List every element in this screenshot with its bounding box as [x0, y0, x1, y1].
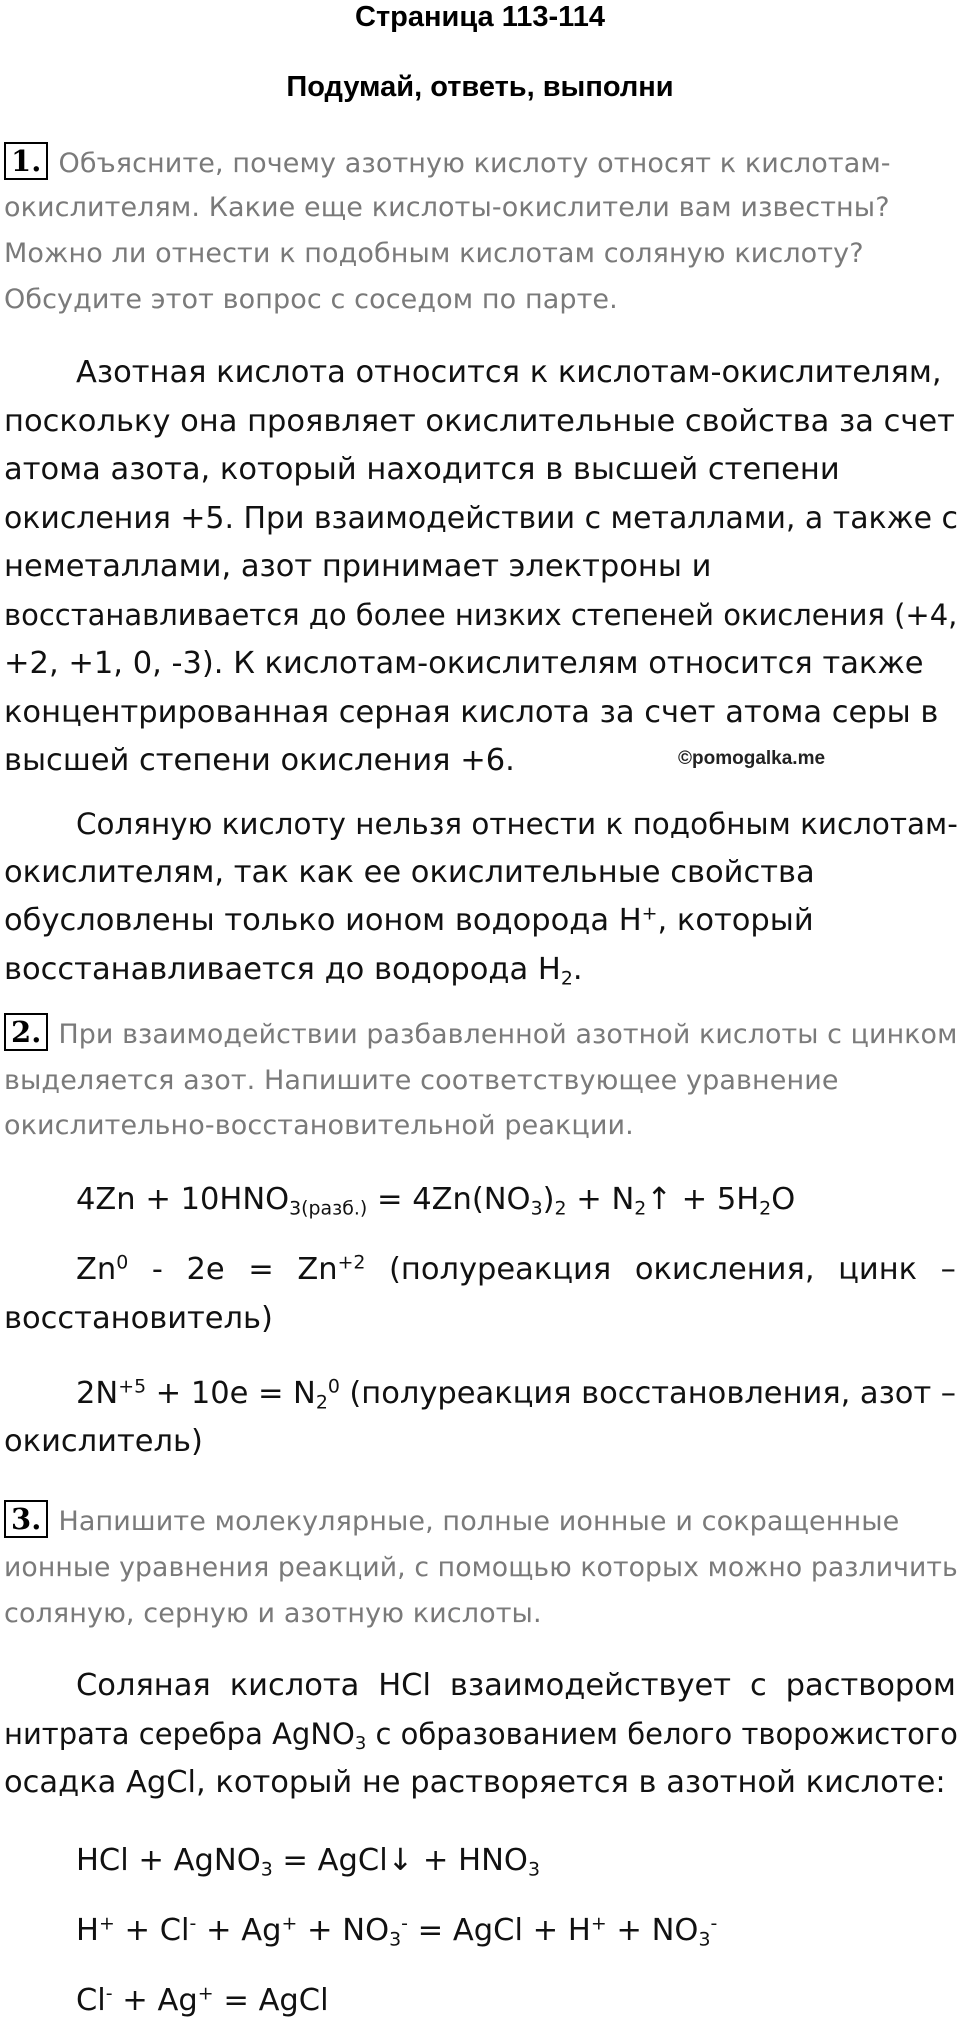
- q2-half-reaction-2-line-2: окислитель): [4, 1424, 203, 1459]
- q2-line-3: окислительно-восстановительной реакции.: [4, 1110, 634, 1141]
- q3-line-3: соляную, серную и азотную кислоты.: [4, 1598, 542, 1629]
- q1-line-4: Обсудите этот вопрос с соседом по парте.: [4, 284, 618, 315]
- q1-answer-p1-line-1: Азотная кислота относится к кислотам-окислителям,: [76, 355, 942, 390]
- q3-short-ionic-equation: Cl- + Ag+ = AgCl: [76, 1982, 329, 2018]
- watermark: ©pomogalka.me: [678, 748, 826, 769]
- q2-half-reaction-1-line-2: восстановитель): [4, 1301, 273, 1336]
- q3-answer-line-3: осадка AgCl, который не растворяется в азотной кислоте:: [4, 1765, 946, 1800]
- q1-answer-p1-line-9: высшей степени окисления +6.: [4, 743, 515, 778]
- q3-number-box: 3.: [4, 1500, 48, 1538]
- q1-answer-p1-line-6: восстанавливается до более низких степеней окисления (+4,: [4, 598, 958, 632]
- q1-answer-p1-line-3: атома азота, который находится в высшей степени: [4, 452, 840, 487]
- q2-half-reaction-2: $2N^{+5}$ + 10e = $N_2^0$ (полуреакция восстановления, азот –: [76, 1375, 956, 1414]
- q1-answer-p2-line-2: окислителям, так как ее окислительные свойства: [4, 855, 815, 890]
- q3-answer-line-1: Соляная кислота HCl взаимодействует с раствором: [76, 1668, 956, 1703]
- q1-line-3: Можно ли отнести к подобным кислотам соляную кислоту?: [4, 238, 864, 269]
- q1-answer-p1-line-2: поскольку она проявляет окислительные свойства за счет: [4, 404, 955, 439]
- q3-molecular-equation: HCl + AgNO$_3$ = AgCl↓ + $HNO_3$: [76, 1843, 540, 1881]
- q2-number-box: 2.: [4, 1013, 48, 1051]
- q1-line-2: окислителям. Какие еще кислоты-окислители вам известны?: [4, 192, 890, 223]
- q1-line-1: 1. Объясните, почему азотную кислоту относят к кислотам-: [4, 141, 891, 187]
- q1-answer-p1-line-7: +2, +1, 0, -3). К кислотам-окислителям относится также: [4, 646, 924, 681]
- section-title: Подумай, ответь, выполни: [286, 71, 674, 103]
- q1-number-box: 1.: [4, 142, 48, 180]
- q1-answer-p2-line-3: обусловлены только ионом водорода H+, который: [4, 902, 814, 938]
- q1-answer-p1-line-8: концентрированная серная кислота за счет атома серы в: [4, 695, 939, 730]
- page-title: Страница 113-114: [355, 1, 605, 33]
- q3-full-ionic-equation: $H^+ + Cl^- + Ag^+ + NO_3^-$ = AgCl + $H^+ + NO_3^-$: [76, 1912, 718, 1951]
- q1-answer-p2-line-4: восстанавливается до водорода $H_2$.: [4, 952, 583, 990]
- q2-line-1: 2. При взаимодействии разбавленной азотной кислоты с цинком: [4, 1012, 957, 1058]
- q2-equation: $4Zn + 10HNO_{3(разб.)} = 4Zn(NO_3)_2$ + $N_2↑ + 5H_2O$: [76, 1182, 796, 1220]
- q3-answer-line-2: нитрата серебра AgNO$_3$ с образованием белого творожистого: [4, 1717, 958, 1755]
- q1-answer-p1-line-4: окисления +5. При взаимодействии с металлами, а также с: [4, 501, 958, 536]
- q3-line-2: ионные уравнения реакций, с помощью которых можно различить: [4, 1552, 958, 1583]
- q1-answer-p2-line-1: Соляную кислоту нельзя отнести к подобным кислотам-: [76, 807, 958, 841]
- q1-answer-p1-line-5: неметаллами, азот принимает электроны и: [4, 549, 712, 584]
- q2-line-2: выделяется азот. Напишите соответствующее уравнение: [4, 1065, 839, 1096]
- q2-half-reaction-1: Zn$^0$ - 2e = $Zn^{+2}$ (полуреакция окисления, цинк –: [76, 1251, 956, 1287]
- q3-line-1: 3. Напишите молекулярные, полные ионные и сокращенные: [4, 1499, 899, 1545]
